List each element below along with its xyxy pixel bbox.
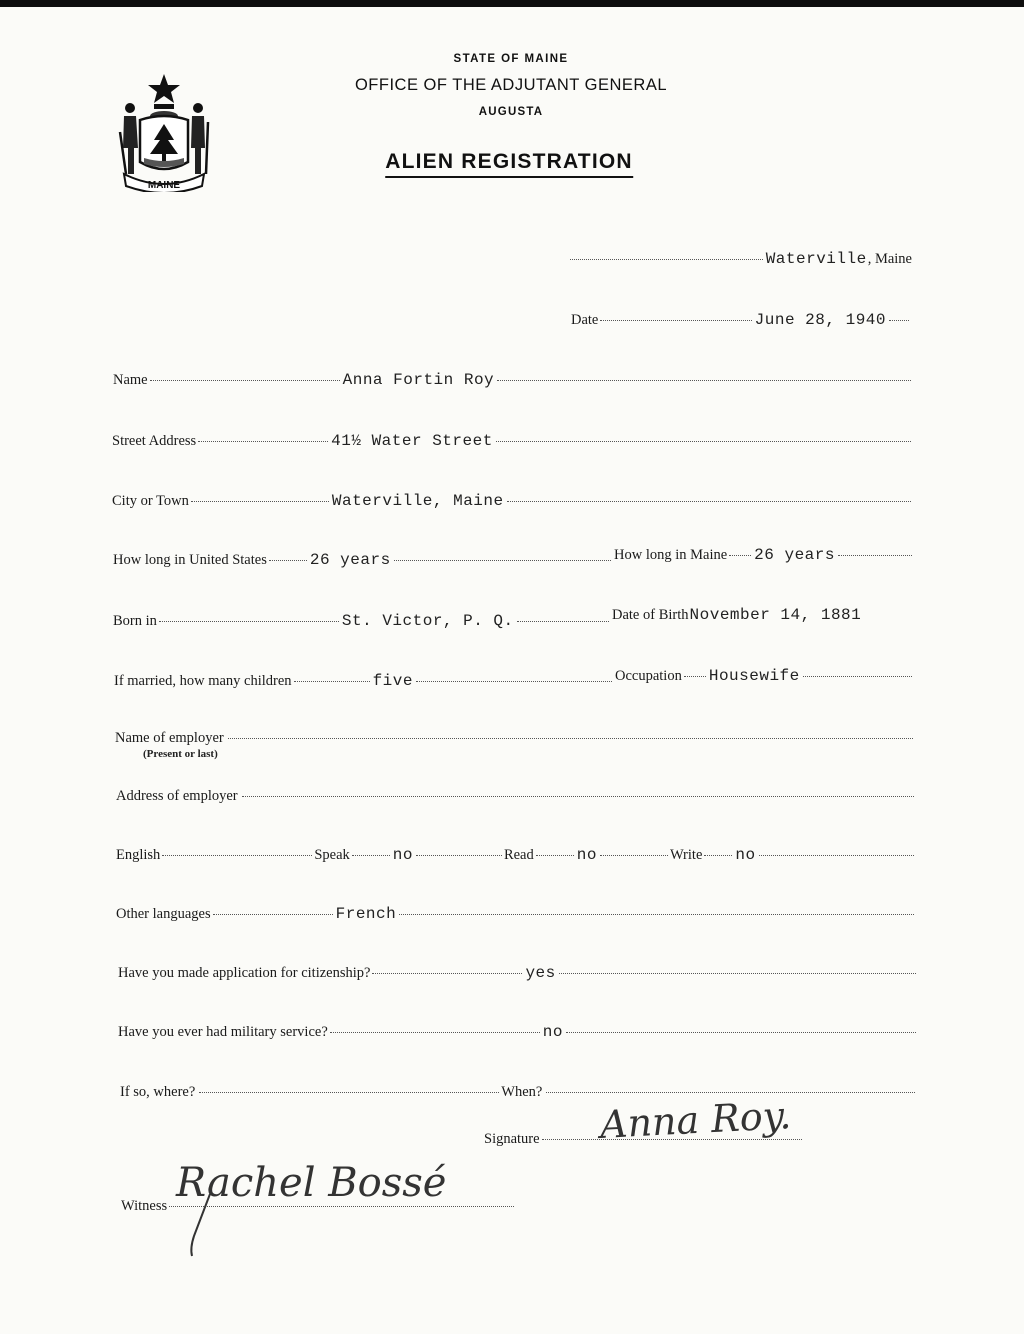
seal-motto: MAINE xyxy=(147,180,181,191)
born-in-line xyxy=(113,612,611,630)
city-value: Waterville, Maine xyxy=(331,492,504,510)
place-line xyxy=(568,250,912,268)
witness-handwriting: Rachel Bossé xyxy=(176,1160,447,1206)
how-long-maine-value: 26 years xyxy=(754,546,835,564)
citizenship-dots-end xyxy=(559,973,916,974)
how-long-us-label: How long in United States xyxy=(113,552,267,568)
street-value: 41½ Water Street xyxy=(331,432,493,450)
born-in-label: Born in xyxy=(113,613,157,629)
scan-border xyxy=(0,0,1024,7)
place-value: Waterville xyxy=(765,250,867,268)
how-long-us-value: 26 years xyxy=(309,551,391,569)
how-long-us-dots-end xyxy=(394,560,611,561)
employer-address-dots xyxy=(242,796,914,797)
how-long-maine-label: How long in Maine xyxy=(614,547,728,563)
employer-name-label: Name of employer xyxy=(115,730,224,746)
write-dots xyxy=(704,855,732,856)
children-value: five xyxy=(372,672,413,690)
date-label: Date xyxy=(571,312,599,328)
name-value: Anna Fortin Roy xyxy=(342,371,495,389)
street-dots-end xyxy=(496,441,911,442)
date-dots xyxy=(600,320,751,321)
date-of-birth-line xyxy=(612,606,924,624)
city-line xyxy=(112,492,913,510)
date-line xyxy=(571,311,911,329)
military-line xyxy=(118,1023,918,1041)
when-dots xyxy=(546,1092,915,1093)
date-of-birth-label: Date of Birth xyxy=(612,607,689,623)
how-long-maine-dots-end xyxy=(838,555,912,556)
born-in-value: St. Victor, P. Q. xyxy=(341,612,514,630)
citizenship-value: yes xyxy=(525,964,556,982)
military-dots-end xyxy=(566,1032,916,1033)
date-value: June 28, 1940 xyxy=(754,311,886,329)
when-label: When? xyxy=(501,1084,543,1100)
where-dots xyxy=(199,1092,499,1093)
write-value: no xyxy=(735,846,756,864)
place-suffix: , Maine xyxy=(867,251,912,267)
place-dots xyxy=(570,259,763,260)
speak-dots-end xyxy=(416,855,502,856)
children-label: If married, how many children xyxy=(114,673,292,689)
occupation-dots-end xyxy=(803,676,912,677)
how-long-maine-line xyxy=(614,546,914,564)
occupation-value: Housewife xyxy=(708,667,800,685)
english-dots xyxy=(162,855,312,856)
read-value: no xyxy=(576,846,597,864)
city-dots xyxy=(191,501,329,502)
street-dots xyxy=(198,441,328,442)
how-long-maine-dots xyxy=(729,555,751,556)
witness-label: Witness xyxy=(121,1198,168,1214)
other-languages-dots-end xyxy=(399,914,914,915)
born-in-dots-end xyxy=(517,621,609,622)
english-label: English xyxy=(116,847,161,863)
name-label: Name xyxy=(113,372,148,388)
signature-handwriting: Anna Roy. xyxy=(598,1093,793,1147)
speak-dots xyxy=(352,855,390,856)
speak-label: Speak xyxy=(314,847,350,863)
occupation-line xyxy=(615,667,914,685)
children-dots xyxy=(294,681,370,682)
city-dots-end xyxy=(507,501,911,502)
how-long-us-line xyxy=(113,551,613,569)
employer-name-dots xyxy=(228,738,913,739)
witness-dots xyxy=(169,1206,514,1207)
other-languages-label: Other languages xyxy=(116,906,211,922)
citizenship-line xyxy=(118,964,918,982)
speak-value: no xyxy=(392,846,413,864)
signature-label: Signature xyxy=(484,1131,540,1147)
employer-address-label: Address of employer xyxy=(116,788,238,804)
occupation-label: Occupation xyxy=(615,668,682,684)
employer-name-line xyxy=(115,730,915,747)
maine-seal-icon xyxy=(110,70,218,192)
how-long-us-dots xyxy=(269,560,307,561)
military-label: Have you ever had military service? xyxy=(118,1024,328,1040)
city-label: City or Town xyxy=(112,493,189,509)
header-office: OFFICE OF THE ADJUTANT GENERAL xyxy=(354,76,668,94)
other-languages-dots xyxy=(213,914,333,915)
header-city: AUGUSTA xyxy=(478,106,544,118)
header-state: STATE OF MAINE xyxy=(453,53,569,65)
citizenship-label: Have you made application for citizenship? xyxy=(118,965,371,981)
occupation-dots xyxy=(684,676,706,677)
where-line xyxy=(120,1084,917,1101)
employer-name-sublabel: (Present or last) xyxy=(143,748,218,760)
military-value: no xyxy=(542,1023,563,1041)
military-dots xyxy=(330,1032,540,1033)
read-dots xyxy=(536,855,574,856)
read-label: Read xyxy=(503,847,534,863)
where-label: If so, where? xyxy=(120,1084,196,1100)
other-languages-value: French xyxy=(335,905,397,923)
english-line xyxy=(116,846,916,864)
name-line xyxy=(113,371,913,389)
street-line xyxy=(112,432,913,450)
witness-pen-stroke-icon xyxy=(180,1190,220,1260)
read-dots-end xyxy=(600,855,668,856)
street-label: Street Address xyxy=(112,433,197,449)
write-dots-end xyxy=(759,855,914,856)
name-dots-end xyxy=(497,380,911,381)
citizenship-dots xyxy=(372,973,522,974)
born-in-dots xyxy=(159,621,339,622)
form-title: ALIEN REGISTRATION xyxy=(385,150,633,178)
other-languages-line xyxy=(116,905,916,923)
employer-address-line xyxy=(116,788,916,805)
children-dots-end xyxy=(416,681,612,682)
date-of-birth-value: November 14, 1881 xyxy=(689,606,862,624)
write-label: Write xyxy=(669,847,703,863)
date-dots-end xyxy=(889,320,909,321)
children-line xyxy=(114,672,614,690)
name-dots xyxy=(150,380,340,381)
